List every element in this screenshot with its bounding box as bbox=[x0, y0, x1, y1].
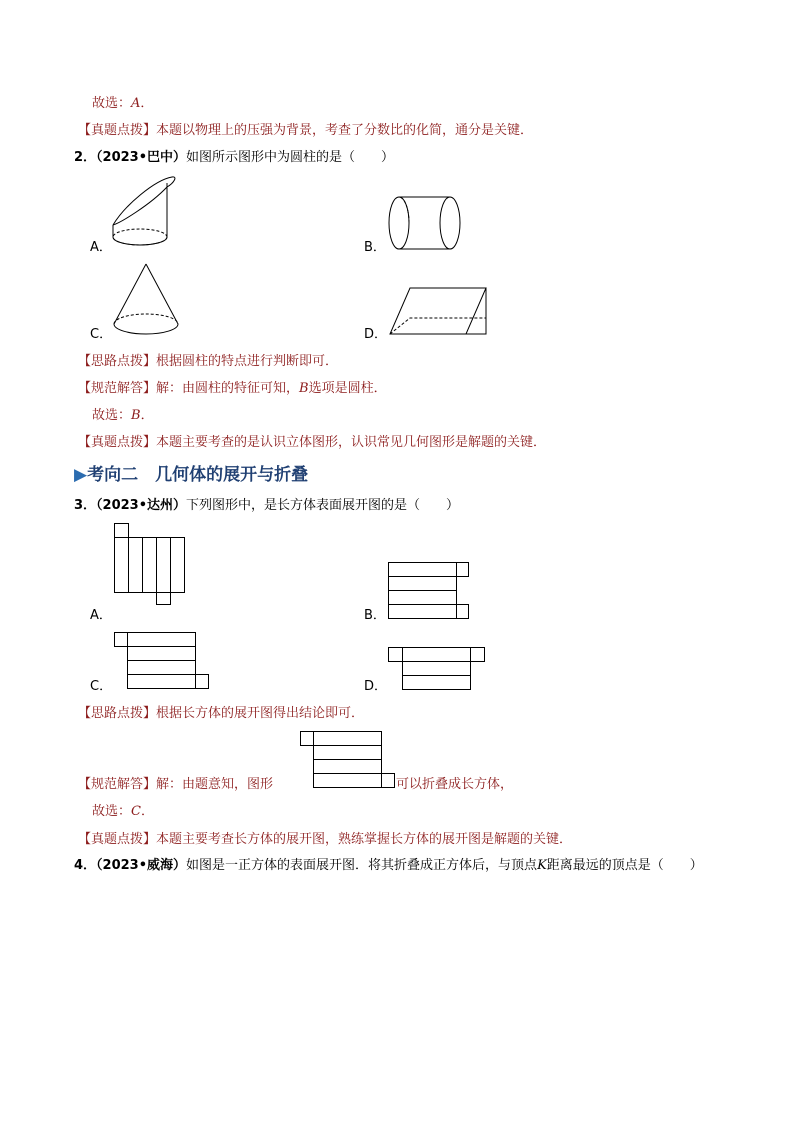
q2-figure-d bbox=[388, 286, 488, 338]
q2-number: 2． bbox=[74, 150, 97, 165]
q3-option-a[interactable]: A． bbox=[90, 608, 112, 623]
q2-option-b[interactable]: B． bbox=[364, 240, 386, 255]
section-marker-icon: ▶ bbox=[74, 465, 88, 485]
q4-stem-text-a: 如图是一正方体的表面展开图．将其折叠成正方体后，与顶点 bbox=[186, 858, 538, 873]
q2-stem-text: 如图所示图形中为圆柱的是（ ） bbox=[186, 150, 395, 165]
q3-solution-prefix: 解：由题意知，图形 bbox=[156, 777, 274, 792]
q2-idea-text: 根据圆柱的特点进行判断即可． bbox=[156, 354, 339, 369]
q4-stem bbox=[74, 857, 703, 875]
q2-solution-tag: 【规范解答】 bbox=[78, 381, 157, 396]
q2-option-d[interactable]: D． bbox=[364, 327, 388, 342]
q3-figure-c bbox=[114, 632, 212, 690]
q3-choose-suffix: ． bbox=[140, 804, 154, 819]
q4-stem-text-b: 距离最远的顶点是（ ） bbox=[546, 858, 703, 873]
section-heading bbox=[74, 460, 308, 485]
q2-option-c[interactable]: C． bbox=[90, 327, 113, 342]
q2-comment-tag: 【真题点拨】 bbox=[78, 435, 157, 450]
q3-figure-d bbox=[388, 647, 486, 691]
q2-idea-tag: 【思路点拨】 bbox=[78, 354, 157, 369]
q3-comment-text: 本题主要考查长方体的展开图，熟练掌握长方体的展开图是解题的关键． bbox=[156, 832, 573, 847]
q2-solution bbox=[78, 380, 387, 398]
q3-comment-tag: 【真题点拨】 bbox=[78, 832, 157, 847]
prev-choose-suffix: ． bbox=[140, 96, 154, 111]
q3-solution-suffix: 可以折叠成长方体， bbox=[396, 777, 514, 792]
q2-figure-c bbox=[110, 262, 182, 337]
prev-choose bbox=[92, 95, 153, 113]
q2-figure-a bbox=[110, 175, 180, 250]
prev-choose-answer: A bbox=[131, 96, 141, 111]
prev-comment bbox=[78, 122, 533, 140]
q3-solution-tail bbox=[396, 776, 513, 794]
q2-comment bbox=[78, 434, 546, 452]
q3-solution bbox=[78, 776, 273, 794]
q3-stem-text: 下列图形中，是长方体表面展开图的是（ ） bbox=[186, 498, 460, 513]
q4-number: 4． bbox=[74, 858, 97, 873]
q2-choose bbox=[92, 407, 154, 425]
q3-idea-tag: 【思路点拨】 bbox=[78, 706, 157, 721]
q3-option-b[interactable]: B． bbox=[364, 608, 386, 623]
q3-source: （2023•达州） bbox=[96, 498, 187, 513]
q3-solution-figure bbox=[300, 731, 398, 789]
q3-figure-b bbox=[388, 562, 472, 620]
prev-choose-prefix: 故选： bbox=[92, 96, 132, 111]
q3-choose-answer: C bbox=[131, 804, 141, 819]
q3-comment bbox=[78, 831, 572, 849]
q2-comment-text: 本题主要考查的是认识立体图形，认识常见几何图形是解题的关键． bbox=[156, 435, 547, 450]
q3-idea bbox=[78, 705, 364, 723]
q3-solution-tag: 【规范解答】 bbox=[78, 777, 157, 792]
q2-option-a[interactable]: A． bbox=[90, 240, 112, 255]
q3-option-c[interactable]: C． bbox=[90, 679, 113, 694]
q3-choose-prefix: 故选： bbox=[92, 804, 132, 819]
q3-choose bbox=[92, 803, 154, 821]
prev-comment-text: 本题以物理上的压强为背景，考查了分数比的化简，通分是关键． bbox=[156, 123, 534, 138]
q3-number: 3． bbox=[74, 498, 97, 513]
q4-source: （2023•威海） bbox=[96, 858, 187, 873]
q2-solution-suffix: 选项是圆柱． bbox=[308, 381, 387, 396]
q3-option-d[interactable]: D． bbox=[364, 679, 388, 694]
prev-comment-tag: 【真题点拨】 bbox=[78, 123, 157, 138]
q2-source: （2023•巴中） bbox=[96, 150, 187, 165]
q2-solution-prefix: 解：由圆柱的特征可知， bbox=[156, 381, 300, 396]
q2-stem bbox=[74, 149, 394, 167]
q3-stem bbox=[74, 497, 459, 515]
q3-figure-a bbox=[114, 523, 186, 605]
q4-stem-letter: K bbox=[537, 858, 547, 873]
section-title: 考向二 几何体的展开与折叠 bbox=[87, 465, 309, 485]
q2-choose-answer: B bbox=[131, 408, 141, 423]
q2-choose-suffix: ． bbox=[140, 408, 154, 423]
q2-idea bbox=[78, 353, 338, 371]
q3-idea-text: 根据长方体的展开图得出结论即可． bbox=[156, 706, 365, 721]
q2-choose-prefix: 故选： bbox=[92, 408, 132, 423]
q2-figure-b bbox=[388, 196, 464, 252]
q2-solution-letter: B bbox=[299, 381, 309, 396]
